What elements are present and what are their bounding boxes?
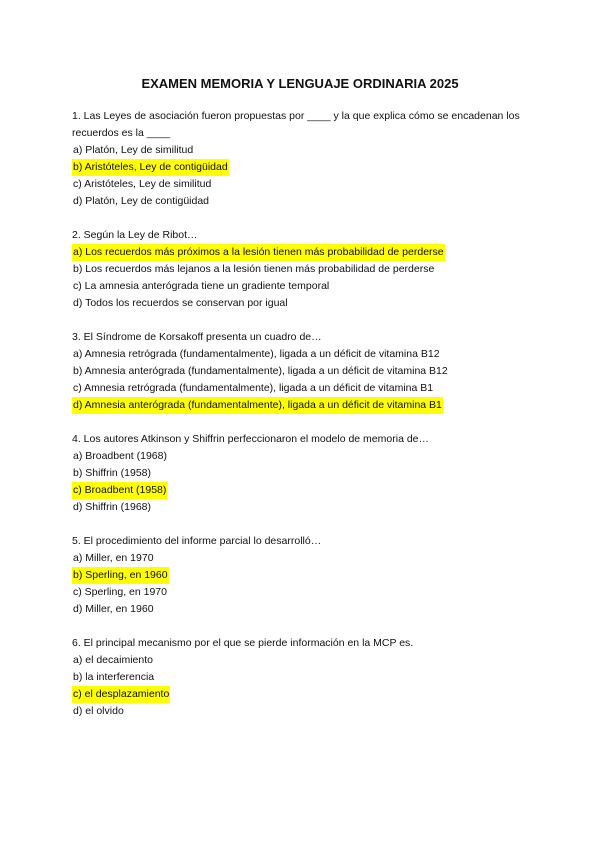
option-a: a) Broadbent (1968) — [73, 450, 167, 462]
option-b: b) Shiffrin (1958) — [73, 467, 152, 479]
option-b: b) Los recuerdos más lejanos a la lesión tienen más probabilidad de perderse — [73, 263, 435, 275]
option-d: d) Platón, Ley de contigüidad — [73, 195, 210, 207]
option-c: c) Amnesia retrógrada (fundamentalmente), ligada a un déficit de vitamina B1 — [73, 382, 434, 394]
option-a: a) Amnesia retrógrada (fundamentalmente), ligada a un déficit de vitamina B12 — [73, 348, 440, 360]
option-a: a) Los recuerdos más próximos a la lesión tienen más probabilidad de perderse — [72, 244, 542, 261]
question-text: 5. El procedimiento del informe parcial lo desarrolló… — [72, 535, 322, 547]
question-2 — [72, 227, 542, 312]
option-a: a) el decaimiento — [73, 654, 153, 666]
option-d: d) Shiffrin (1968) — [73, 501, 152, 513]
question-5 — [72, 533, 542, 618]
question-1 — [72, 108, 542, 210]
question-text: 3. El Síndrome de Korsakoff presenta un cuadro de… — [72, 331, 322, 343]
option-c: c) La amnesia anterógrada tiene un gradiente temporal — [73, 280, 330, 292]
option-b: b) Amnesia anterógrada (fundamentalmente), ligada a un déficit de vitamina B12 — [73, 365, 448, 377]
option-b: b) Sperling, en 1960 — [72, 567, 542, 584]
option-b: b) la interferencia — [73, 671, 155, 683]
option-c: c) el desplazamiento — [72, 686, 542, 703]
option-c: c) Aristóteles, Ley de similitud — [73, 178, 212, 190]
question-list — [72, 108, 542, 737]
option-c: c) Sperling, en 1970 — [73, 586, 167, 598]
option-d: d) Miller, en 1960 — [73, 603, 154, 615]
question-text: 1. Las Leyes de asociación fueron propuestas por ____ y la que explica cómo se encadenan los recuerdos es la ____ — [72, 110, 520, 139]
question-4 — [72, 431, 542, 516]
option-b: b) Aristóteles, Ley de contigüidad — [72, 159, 542, 176]
question-6 — [72, 635, 542, 720]
question-text: 2. Según la Ley de Ribot… — [72, 229, 198, 241]
option-d: d) Todos los recuerdos se conservan por igual — [73, 297, 288, 309]
question-text: 6. El principal mecanismo por el que se pierde información en la MCP es. — [72, 637, 414, 649]
question-3 — [72, 329, 542, 414]
option-a: a) Platón, Ley de similitud — [73, 144, 194, 156]
question-text: 4. Los autores Atkinson y Shiffrin perfeccionaron el modelo de memoria de… — [72, 433, 429, 445]
option-a: a) Miller, en 1970 — [73, 552, 154, 564]
option-d: d) el olvido — [73, 705, 124, 717]
option-d: d) Amnesia anterógrada (fundamentalmente), ligada a un déficit de vitamina B1 — [72, 397, 542, 414]
option-c: c) Broadbent (1958) — [72, 482, 542, 499]
exam-title: EXAMEN MEMORIA Y LENGUAJE ORDINARIA 2025 — [141, 76, 459, 91]
